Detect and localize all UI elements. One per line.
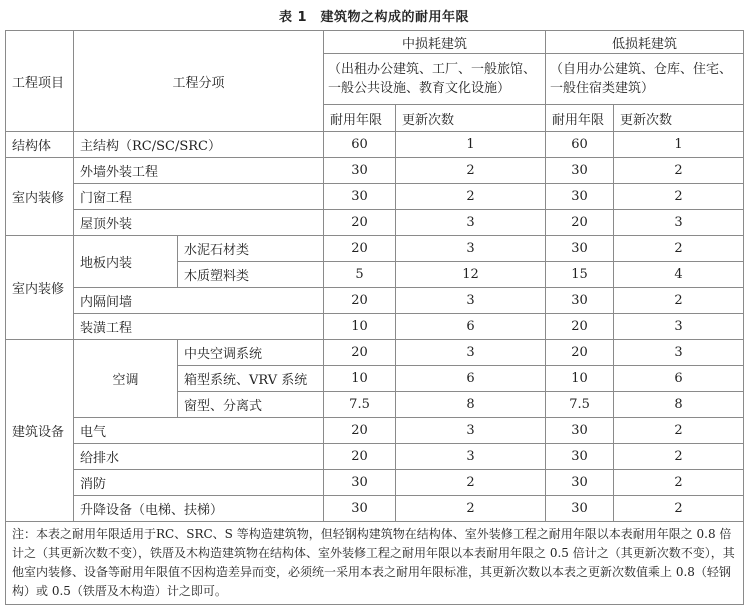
- cell-value: 20: [324, 288, 396, 314]
- cell-value: 10: [324, 314, 396, 340]
- table-row: [6, 158, 744, 184]
- header-high-desc: （出租办公建筑、工厂、一般旅馆、一般公共设施、教育文化设施）: [324, 54, 546, 105]
- table-row: [6, 184, 744, 210]
- cell-value: 2: [614, 444, 744, 470]
- cell-value: 2: [614, 236, 744, 262]
- cell-value: 3: [396, 288, 546, 314]
- header-project: 工程项目: [6, 31, 74, 132]
- cell-value: 20: [324, 210, 396, 236]
- cell-value: 6: [614, 366, 744, 392]
- row-item: 电气: [74, 418, 324, 444]
- cell-value: 30: [546, 158, 614, 184]
- row-item: 屋顶外装: [74, 210, 324, 236]
- note-row: [6, 522, 744, 605]
- row-item: 水泥石材类: [178, 236, 324, 262]
- cell-value: 30: [324, 184, 396, 210]
- cell-value: 3: [614, 314, 744, 340]
- cell-value: 20: [546, 210, 614, 236]
- row-item: 中央空调系统: [178, 340, 324, 366]
- row-item: 内隔间墙: [74, 288, 324, 314]
- table-row: [6, 288, 744, 314]
- cell-value: 10: [324, 366, 396, 392]
- cell-value: 30: [546, 236, 614, 262]
- cell-value: 20: [324, 444, 396, 470]
- cell-value: 2: [396, 496, 546, 522]
- row-item: 装潢工程: [74, 314, 324, 340]
- cell-value: 2: [614, 184, 744, 210]
- table-row: [6, 210, 744, 236]
- cell-value: 3: [614, 210, 744, 236]
- cell-value: 2: [396, 184, 546, 210]
- cell-value: 6: [396, 366, 546, 392]
- cell-value: 60: [324, 132, 396, 158]
- cell-value: 3: [396, 418, 546, 444]
- row-item: 木质塑料类: [178, 262, 324, 288]
- row-subgroup: 空调: [74, 340, 178, 418]
- cell-value: 7.5: [324, 392, 396, 418]
- cell-value: 30: [546, 288, 614, 314]
- cell-value: 4: [614, 262, 744, 288]
- cell-value: 15: [546, 262, 614, 288]
- cell-value: 30: [546, 418, 614, 444]
- row-project: 室内装修: [6, 158, 74, 236]
- row-item: 消防: [74, 470, 324, 496]
- row-subgroup: 地板内装: [74, 236, 178, 288]
- cell-value: 12: [396, 262, 546, 288]
- cell-value: 60: [546, 132, 614, 158]
- cell-value: 1: [396, 132, 546, 158]
- cell-value: 3: [614, 340, 744, 366]
- table-note: 注：本表之耐用年限适用于RC、SRC、S 等构造建筑物，但轻钢构建筑物在结构体、室外装修工程之耐用年限以本表耐用年限之 0.8 倍计之（其更新次数不变），铁厝及木构造建筑物在结构体、室外装修工程之耐用年限以本表耐用年限之 0.5 倍计之（其更新次数不变），其他室内装修、设备等耐用年限值不因构造差异而变，必须统一采用本表之耐用年限标准，其更新次数以本表之更新次数值乘上 0.8（轻钢构）或 0.5（铁厝及木构造）计之即可。: [6, 522, 744, 605]
- cell-value: 7.5: [546, 392, 614, 418]
- cell-value: 20: [324, 236, 396, 262]
- table-row: [6, 444, 744, 470]
- row-project: 室内装修: [6, 236, 74, 340]
- table-row: [6, 236, 744, 262]
- cell-value: 3: [396, 210, 546, 236]
- header-times-high: 更新次数: [396, 105, 546, 132]
- cell-value: 5: [324, 262, 396, 288]
- cell-value: 30: [324, 158, 396, 184]
- cell-value: 20: [546, 340, 614, 366]
- cell-value: 6: [396, 314, 546, 340]
- header-low-desc: （自用办公建筑、仓库、住宅、一般住宿类建筑）: [546, 54, 744, 105]
- row-item: 升降设备（电梯、扶梯）: [74, 496, 324, 522]
- cell-value: 3: [396, 236, 546, 262]
- cell-value: 2: [396, 470, 546, 496]
- header-times-low: 更新次数: [614, 105, 744, 132]
- cell-value: 2: [614, 470, 744, 496]
- table-row: [6, 314, 744, 340]
- header-item: 工程分项: [74, 31, 324, 132]
- cell-value: 30: [324, 496, 396, 522]
- row-item: 主结构（RC/SC/SRC）: [74, 132, 324, 158]
- cell-value: 30: [546, 444, 614, 470]
- cell-value: 30: [546, 470, 614, 496]
- header-low-loss: 低损耗建筑: [546, 31, 744, 54]
- cell-value: 1: [614, 132, 744, 158]
- cell-value: 30: [546, 184, 614, 210]
- cell-value: 8: [614, 392, 744, 418]
- row-item: 箱型系统、VRV 系统: [178, 366, 324, 392]
- header-years-high: 耐用年限: [324, 105, 396, 132]
- cell-value: 2: [614, 158, 744, 184]
- row-item: 门窗工程: [74, 184, 324, 210]
- table-row: [6, 496, 744, 522]
- table-row: [6, 132, 744, 158]
- cell-value: 8: [396, 392, 546, 418]
- header-years-low: 耐用年限: [546, 105, 614, 132]
- cell-value: 3: [396, 444, 546, 470]
- header-row-1: [6, 31, 744, 54]
- table-row: [6, 470, 744, 496]
- cell-value: 20: [324, 418, 396, 444]
- cell-value: 20: [546, 314, 614, 340]
- cell-value: 2: [396, 158, 546, 184]
- table-caption: 表 1 建筑物之构成的耐用年限: [278, 10, 470, 25]
- cell-value: 30: [546, 496, 614, 522]
- table-row: [6, 340, 744, 366]
- header-high-loss: 中损耗建筑: [324, 31, 546, 54]
- cell-value: 2: [614, 418, 744, 444]
- table-row: [6, 418, 744, 444]
- row-item: 外墙外装工程: [74, 158, 324, 184]
- cell-value: 2: [614, 496, 744, 522]
- cell-value: 3: [396, 340, 546, 366]
- lifespan-table: [5, 30, 744, 605]
- cell-value: 2: [614, 288, 744, 314]
- row-project: 建筑设备: [6, 340, 74, 522]
- cell-value: 20: [324, 340, 396, 366]
- row-project: 结构体: [6, 132, 74, 158]
- row-item: 给排水: [74, 444, 324, 470]
- cell-value: 30: [324, 470, 396, 496]
- row-item: 窗型、分离式: [178, 392, 324, 418]
- cell-value: 10: [546, 366, 614, 392]
